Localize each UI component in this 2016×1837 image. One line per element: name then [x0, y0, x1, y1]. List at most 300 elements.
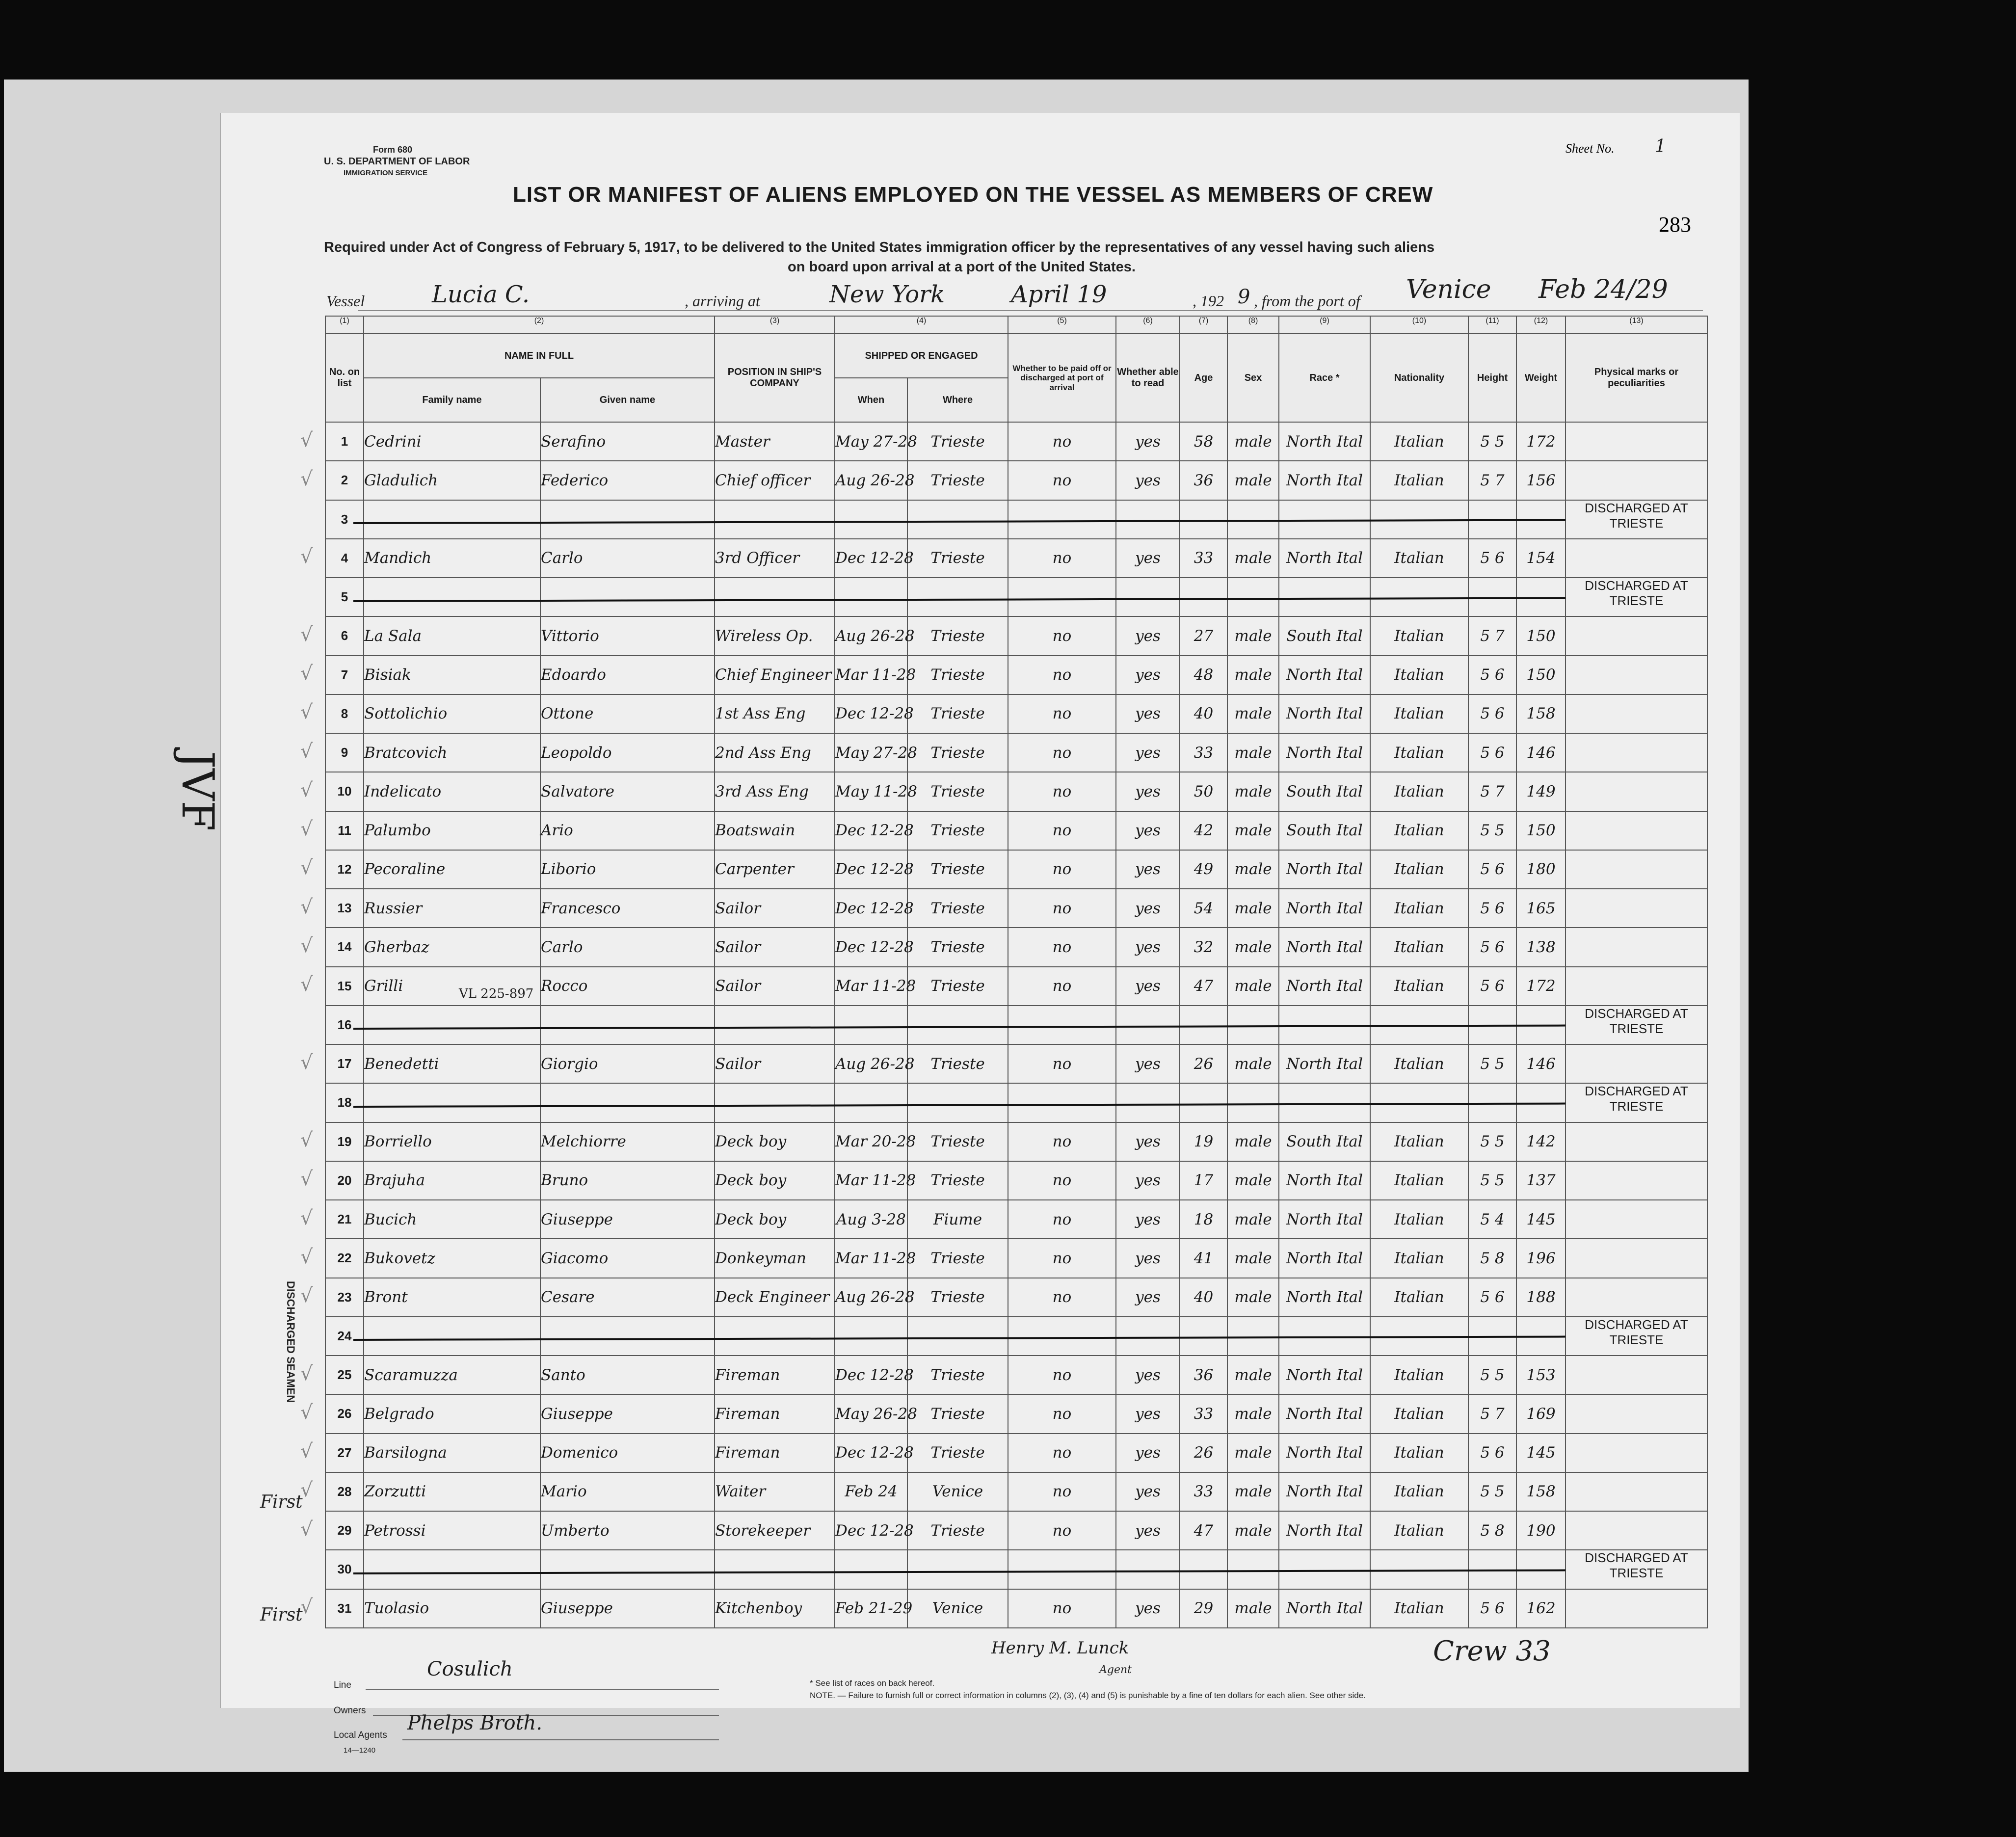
- cell-row-number: 15: [325, 967, 364, 1006]
- cell-age: 17: [1180, 1161, 1227, 1200]
- cell-given-name: Giacomo: [540, 1239, 715, 1278]
- table-row: [325, 1434, 1707, 1472]
- cell-remark: [1565, 422, 1707, 461]
- cell-shipped-where: Trieste: [907, 422, 1008, 461]
- cell-given-name: Domenico: [540, 1434, 715, 1472]
- cell-age: 33: [1180, 539, 1227, 578]
- cell-sex: male: [1227, 1161, 1279, 1200]
- agent-signature-title: Agent: [1099, 1664, 1132, 1676]
- cell-remark: [1565, 967, 1707, 1006]
- cell-shipped-when: Aug 26-28: [835, 616, 907, 655]
- table-row: [325, 694, 1707, 733]
- file-number: VL 225-897: [459, 986, 534, 1001]
- cell-race: North Ital: [1279, 1278, 1370, 1317]
- cell-race: North Ital: [1279, 656, 1370, 694]
- cell-family-name: Grilli: [364, 967, 540, 1006]
- cell-height: 5 6: [1468, 1434, 1516, 1472]
- check-mark: √: [300, 973, 313, 996]
- cell-nationality: Italian: [1370, 967, 1468, 1006]
- sheet-label: Sheet No.: [1565, 141, 1615, 156]
- table-row: [325, 1122, 1707, 1161]
- cell-weight: 145: [1516, 1200, 1565, 1239]
- cell-weight: 150: [1516, 616, 1565, 655]
- cell-nationality: Italian: [1370, 928, 1468, 966]
- cell-row-number: 11: [325, 811, 364, 850]
- check-mark: √: [300, 1206, 313, 1229]
- check-mark: √: [300, 1440, 313, 1463]
- crew-manifest-table: [325, 316, 1708, 1628]
- cell-shipped-when: Dec 12-28: [835, 1511, 907, 1550]
- cell-shipped-where: Trieste: [907, 811, 1008, 850]
- check-mark: √: [300, 895, 313, 918]
- cell-able-to-read: yes: [1116, 616, 1180, 655]
- cell-able-to-read: yes: [1116, 967, 1180, 1006]
- cell-race: North Ital: [1279, 1394, 1370, 1433]
- cell-race: North Ital: [1279, 1239, 1370, 1278]
- cell-able-to-read: [1116, 1006, 1180, 1044]
- cell-given-name: Salvatore: [540, 772, 715, 811]
- year-value: 9: [1238, 286, 1250, 308]
- cell-paid-off: [1008, 1550, 1116, 1589]
- cell-weight: 150: [1516, 656, 1565, 694]
- cell-weight: 190: [1516, 1511, 1565, 1550]
- cell-nationality: Italian: [1370, 889, 1468, 928]
- cell-race: North Ital: [1279, 889, 1370, 928]
- footer-owners-label: Owners: [334, 1705, 366, 1716]
- cell-shipped-when: Feb 21-29: [835, 1589, 907, 1628]
- cell-family-name: Cedrini: [364, 422, 540, 461]
- header-nationality: Nationality: [1370, 334, 1468, 422]
- cell-able-to-read: [1116, 500, 1180, 539]
- header-height: Height: [1468, 334, 1516, 422]
- cell-paid-off: no: [1008, 1356, 1116, 1394]
- cell-shipped-when: Dec 12-28: [835, 1356, 907, 1394]
- cell-position: [715, 1006, 835, 1044]
- cell-position: Fireman: [715, 1394, 835, 1433]
- cell-given-name: Ottone: [540, 694, 715, 733]
- cell-able-to-read: yes: [1116, 1434, 1180, 1472]
- cell-family-name: Borriello: [364, 1122, 540, 1161]
- margin-stamp: DISCHARGED SEAMEN: [285, 1281, 297, 1403]
- cell-age: 58: [1180, 422, 1227, 461]
- cell-remark: [1565, 1239, 1707, 1278]
- cell-shipped-where: Trieste: [907, 1434, 1008, 1472]
- cell-position: Boatswain: [715, 811, 835, 850]
- sheet-number: 1: [1655, 136, 1666, 157]
- cell-height: 5 6: [1468, 694, 1516, 733]
- cell-height: 5 5: [1468, 1044, 1516, 1083]
- cell-family-name: Petrossi: [364, 1511, 540, 1550]
- cell-shipped-where: Trieste: [907, 616, 1008, 655]
- cell-shipped-when: Dec 12-28: [835, 850, 907, 889]
- cell-family-name: [364, 578, 540, 616]
- cell-age: 36: [1180, 1356, 1227, 1394]
- cell-given-name: Mario: [540, 1472, 715, 1511]
- cell-shipped-when: Dec 12-28: [835, 928, 907, 966]
- header-paid-off: Whether to be paid off or discharged at port of arrival: [1008, 334, 1116, 422]
- cell-age: 18: [1180, 1200, 1227, 1239]
- cell-position: Deck boy: [715, 1200, 835, 1239]
- cell-shipped-when: May 27-28: [835, 422, 907, 461]
- cell-shipped-where: Trieste: [907, 1161, 1008, 1200]
- cell-remark: [1565, 539, 1707, 578]
- cell-position: [715, 1083, 835, 1122]
- cell-paid-off: no: [1008, 694, 1116, 733]
- footer-agents-label: Local Agents: [334, 1730, 387, 1740]
- cell-position: Master: [715, 422, 835, 461]
- check-mark: √: [300, 818, 313, 841]
- cell-given-name: Carlo: [540, 539, 715, 578]
- cell-shipped-where: Trieste: [907, 1122, 1008, 1161]
- cell-nationality: Italian: [1370, 1472, 1468, 1511]
- cell-family-name: Palumbo: [364, 811, 540, 850]
- cell-paid-off: [1008, 578, 1116, 616]
- crew-count-note: Crew 33: [1433, 1635, 1551, 1667]
- cell-row-number: 30: [325, 1550, 364, 1589]
- cell-age: 26: [1180, 1434, 1227, 1472]
- cell-sex: male: [1227, 539, 1279, 578]
- cell-able-to-read: [1116, 1550, 1180, 1589]
- cell-age: [1180, 1083, 1227, 1122]
- cell-shipped-when: May 26-28: [835, 1394, 907, 1433]
- cell-shipped-when: May 11-28: [835, 772, 907, 811]
- check-mark: √: [300, 1518, 313, 1541]
- table-row: [325, 1472, 1707, 1511]
- cell-race: North Ital: [1279, 1044, 1370, 1083]
- cell-family-name: La Sala: [364, 616, 540, 655]
- cell-family-name: Indelicato: [364, 772, 540, 811]
- table-row: [325, 1356, 1707, 1394]
- cell-height: 5 5: [1468, 1472, 1516, 1511]
- check-mark: √: [300, 1051, 313, 1074]
- cell-shipped-when: Aug 26-28: [835, 1044, 907, 1083]
- footer-agents-underline: [402, 1739, 719, 1740]
- cell-race: South Ital: [1279, 616, 1370, 655]
- cell-given-name: Liborio: [540, 850, 715, 889]
- cell-position: Fireman: [715, 1434, 835, 1472]
- cell-given-name: Giuseppe: [540, 1200, 715, 1239]
- cell-able-to-read: yes: [1116, 1472, 1180, 1511]
- cell-nationality: Italian: [1370, 422, 1468, 461]
- cell-sex: male: [1227, 1239, 1279, 1278]
- colnum-6: (6): [1116, 316, 1180, 334]
- cell-weight: 158: [1516, 694, 1565, 733]
- cell-given-name: Cesare: [540, 1278, 715, 1317]
- cell-nationality: Italian: [1370, 1161, 1468, 1200]
- cell-family-name: [364, 1550, 540, 1589]
- colnum-2: (2): [364, 316, 715, 334]
- cell-row-number: 6: [325, 616, 364, 655]
- cell-row-number: 10: [325, 772, 364, 811]
- cell-able-to-read: yes: [1116, 1589, 1180, 1628]
- cell-paid-off: [1008, 500, 1116, 539]
- check-mark: √: [300, 778, 313, 801]
- cell-position: [715, 1550, 835, 1589]
- check-mark: √: [300, 1596, 313, 1619]
- cell-row-number: 18: [325, 1083, 364, 1122]
- cell-able-to-read: yes: [1116, 850, 1180, 889]
- table-row: [325, 1511, 1707, 1550]
- table-row: [325, 461, 1707, 500]
- cell-shipped-when: Mar 11-28: [835, 967, 907, 1006]
- cell-able-to-read: yes: [1116, 889, 1180, 928]
- cell-family-name: Gherbaz: [364, 928, 540, 966]
- cell-weight: 154: [1516, 539, 1565, 578]
- table-row: [325, 889, 1707, 928]
- colnum-10: (10): [1370, 316, 1468, 334]
- header-race: Race *: [1279, 334, 1370, 422]
- cell-race: South Ital: [1279, 1122, 1370, 1161]
- cell-age: 54: [1180, 889, 1227, 928]
- cell-nationality: Italian: [1370, 811, 1468, 850]
- cell-able-to-read: yes: [1116, 1200, 1180, 1239]
- cell-height: 5 5: [1468, 1161, 1516, 1200]
- check-mark: √: [300, 623, 313, 646]
- cell-weight: 180: [1516, 850, 1565, 889]
- cell-able-to-read: yes: [1116, 656, 1180, 694]
- cell-age: 27: [1180, 616, 1227, 655]
- cell-family-name: Sottolichio: [364, 694, 540, 733]
- cell-able-to-read: yes: [1116, 1356, 1180, 1394]
- cell-shipped-where: Trieste: [907, 889, 1008, 928]
- header-sex: Sex: [1227, 334, 1279, 422]
- check-mark: √: [300, 1362, 313, 1385]
- cell-row-number: 23: [325, 1278, 364, 1317]
- cell-nationality: Italian: [1370, 1122, 1468, 1161]
- cell-paid-off: [1008, 1083, 1116, 1122]
- cell-remark: [1565, 889, 1707, 928]
- cell-family-name: Zorzutti: [364, 1472, 540, 1511]
- cell-row-number: 25: [325, 1356, 364, 1394]
- cell-height: 5 4: [1468, 1200, 1516, 1239]
- cell-position: 2nd Ass Eng: [715, 733, 835, 772]
- cell-row-number: 17: [325, 1044, 364, 1083]
- cell-race: North Ital: [1279, 1161, 1370, 1200]
- cell-shipped-when: May 27-28: [835, 733, 907, 772]
- cell-sex: [1227, 578, 1279, 616]
- cell-row-number: 26: [325, 1394, 364, 1433]
- cell-age: 47: [1180, 1511, 1227, 1550]
- cell-age: 40: [1180, 1278, 1227, 1317]
- page-title: LIST OR MANIFEST OF ALIENS EMPLOYED ON THE VESSEL AS MEMBERS OF CREW: [513, 183, 1433, 207]
- cell-shipped-where: [907, 1317, 1008, 1356]
- cell-weight: 162: [1516, 1589, 1565, 1628]
- subtitle-line-1: Required under Act of Congress of February 5, 1917, to be delivered to the United States immigration officer by the representatives of any vessel having such aliens: [324, 240, 1435, 255]
- cell-remark: [1565, 1161, 1707, 1200]
- cell-row-number: 4: [325, 539, 364, 578]
- cell-shipped-where: Trieste: [907, 733, 1008, 772]
- cell-able-to-read: yes: [1116, 1044, 1180, 1083]
- cell-shipped-when: [835, 1006, 907, 1044]
- cell-height: 5 7: [1468, 461, 1516, 500]
- cell-shipped-when: Mar 11-28: [835, 656, 907, 694]
- cell-shipped-when: Dec 12-28: [835, 889, 907, 928]
- cell-paid-off: no: [1008, 1044, 1116, 1083]
- cell-weight: 146: [1516, 1044, 1565, 1083]
- cell-age: 33: [1180, 733, 1227, 772]
- cell-shipped-where: Trieste: [907, 656, 1008, 694]
- cell-given-name: Serafino: [540, 422, 715, 461]
- cell-sex: male: [1227, 889, 1279, 928]
- cell-remark: [1565, 1589, 1707, 1628]
- cell-family-name: Mandich: [364, 539, 540, 578]
- cell-paid-off: no: [1008, 811, 1116, 850]
- cell-family-name: Tuolasio: [364, 1589, 540, 1628]
- cell-paid-off: no: [1008, 1589, 1116, 1628]
- cell-family-name: Bratcovich: [364, 733, 540, 772]
- cell-race: North Ital: [1279, 850, 1370, 889]
- cell-given-name: Santo: [540, 1356, 715, 1394]
- cell-height: 5 6: [1468, 539, 1516, 578]
- cell-position: Sailor: [715, 967, 835, 1006]
- cell-height: 5 5: [1468, 1356, 1516, 1394]
- cell-height: 5 8: [1468, 1239, 1516, 1278]
- table-row: [325, 616, 1707, 655]
- cell-weight: 158: [1516, 1472, 1565, 1511]
- cell-able-to-read: yes: [1116, 928, 1180, 966]
- cell-paid-off: no: [1008, 850, 1116, 889]
- cell-nationality: Italian: [1370, 772, 1468, 811]
- cell-row-number: 3: [325, 500, 364, 539]
- cell-race: North Ital: [1279, 928, 1370, 966]
- table-row: [325, 811, 1707, 850]
- colnum-1: (1): [325, 316, 364, 334]
- cell-position: Donkeyman: [715, 1239, 835, 1278]
- cell-row-number: 5: [325, 578, 364, 616]
- cell-position: Storekeeper: [715, 1511, 835, 1550]
- cell-shipped-when: Mar 11-28: [835, 1161, 907, 1200]
- cell-nationality: Italian: [1370, 1589, 1468, 1628]
- cell-nationality: Italian: [1370, 656, 1468, 694]
- cell-shipped-when: [835, 1550, 907, 1589]
- check-mark: √: [300, 545, 313, 568]
- cell-shipped-where: Venice: [907, 1472, 1008, 1511]
- cell-shipped-when: Aug 26-28: [835, 461, 907, 500]
- cell-given-name: Giorgio: [540, 1044, 715, 1083]
- form-number: Form 680: [373, 145, 413, 155]
- cell-family-name: Scaramuzza: [364, 1356, 540, 1394]
- cell-race: South Ital: [1279, 772, 1370, 811]
- cell-shipped-where: Trieste: [907, 694, 1008, 733]
- cell-height: 5 8: [1468, 1511, 1516, 1550]
- cell-shipped-where: Trieste: [907, 1278, 1008, 1317]
- cell-family-name: [364, 1006, 540, 1044]
- table-row: [325, 1161, 1707, 1200]
- cell-able-to-read: yes: [1116, 461, 1180, 500]
- cell-given-name: Leopoldo: [540, 733, 715, 772]
- cell-given-name: Federico: [540, 461, 715, 500]
- cell-paid-off: no: [1008, 1122, 1116, 1161]
- header-family-name: Family name: [364, 378, 540, 422]
- cell-remark: [1565, 1394, 1707, 1433]
- cell-height: 5 6: [1468, 656, 1516, 694]
- margin-first-1: First: [260, 1492, 303, 1512]
- cell-height: 5 6: [1468, 733, 1516, 772]
- header-physical-marks: Physical marks or peculiarities: [1565, 334, 1707, 422]
- cell-sex: male: [1227, 733, 1279, 772]
- cell-sex: [1227, 1550, 1279, 1589]
- cell-remark: [1565, 694, 1707, 733]
- cell-shipped-when: [835, 578, 907, 616]
- cell-nationality: Italian: [1370, 1511, 1468, 1550]
- cell-shipped-when: Mar 11-28: [835, 1239, 907, 1278]
- cell-able-to-read: yes: [1116, 539, 1180, 578]
- cell-family-name: Belgrado: [364, 1394, 540, 1433]
- cell-family-name: Bukovetz: [364, 1239, 540, 1278]
- cell-paid-off: no: [1008, 422, 1116, 461]
- cell-remark: [1565, 656, 1707, 694]
- cell-position: [715, 1317, 835, 1356]
- cell-race: North Ital: [1279, 1200, 1370, 1239]
- cell-shipped-where: [907, 500, 1008, 539]
- cell-position: [715, 578, 835, 616]
- cell-height: 5 6: [1468, 850, 1516, 889]
- arriving-label: , arriving at: [685, 292, 760, 310]
- cell-shipped-where: Trieste: [907, 850, 1008, 889]
- cell-height: 5 7: [1468, 772, 1516, 811]
- cell-age: 47: [1180, 967, 1227, 1006]
- cell-position: Sailor: [715, 1044, 835, 1083]
- cell-age: 41: [1180, 1239, 1227, 1278]
- check-mark: √: [300, 1245, 313, 1268]
- cell-shipped-when: Dec 12-28: [835, 539, 907, 578]
- cell-remark: [1565, 1511, 1707, 1550]
- footer-form-code: 14—1240: [344, 1746, 376, 1755]
- cell-able-to-read: yes: [1116, 1511, 1180, 1550]
- check-mark: √: [300, 1401, 313, 1424]
- cell-race: North Ital: [1279, 733, 1370, 772]
- cell-age: 49: [1180, 850, 1227, 889]
- cell-weight: 150: [1516, 811, 1565, 850]
- cell-sex: male: [1227, 461, 1279, 500]
- cell-remark: DISCHARGED AT TRIESTE: [1565, 1083, 1707, 1122]
- cell-height: 5 6: [1468, 967, 1516, 1006]
- table-row: [325, 422, 1707, 461]
- cell-shipped-when: [835, 1317, 907, 1356]
- department-name: U. S. DEPARTMENT OF LABOR: [324, 156, 470, 167]
- cell-race: South Ital: [1279, 811, 1370, 850]
- check-mark: √: [300, 467, 313, 490]
- cell-row-number: 8: [325, 694, 364, 733]
- cell-given-name: [540, 1006, 715, 1044]
- cell-given-name: Carlo: [540, 928, 715, 966]
- check-mark: √: [300, 1168, 313, 1191]
- cell-race: North Ital: [1279, 422, 1370, 461]
- cell-age: 32: [1180, 928, 1227, 966]
- cell-shipped-where: [907, 1550, 1008, 1589]
- cell-given-name: [540, 1317, 715, 1356]
- cell-position: Deck boy: [715, 1122, 835, 1161]
- cell-shipped-where: [907, 1006, 1008, 1044]
- cell-weight: 172: [1516, 967, 1565, 1006]
- cell-age: 19: [1180, 1122, 1227, 1161]
- cell-race: North Ital: [1279, 461, 1370, 500]
- cell-able-to-read: yes: [1116, 1278, 1180, 1317]
- cell-able-to-read: yes: [1116, 772, 1180, 811]
- cell-position: Deck boy: [715, 1161, 835, 1200]
- cell-age: 50: [1180, 772, 1227, 811]
- cell-paid-off: no: [1008, 1200, 1116, 1239]
- cell-sex: male: [1227, 1394, 1279, 1433]
- cell-remark: [1565, 1434, 1707, 1472]
- cell-row-number: 2: [325, 461, 364, 500]
- cell-position: Kitchenboy: [715, 1589, 835, 1628]
- cell-position: Chief officer: [715, 461, 835, 500]
- cell-remark: [1565, 616, 1707, 655]
- cell-weight: 153: [1516, 1356, 1565, 1394]
- cell-row-number: 13: [325, 889, 364, 928]
- cell-paid-off: no: [1008, 1434, 1116, 1472]
